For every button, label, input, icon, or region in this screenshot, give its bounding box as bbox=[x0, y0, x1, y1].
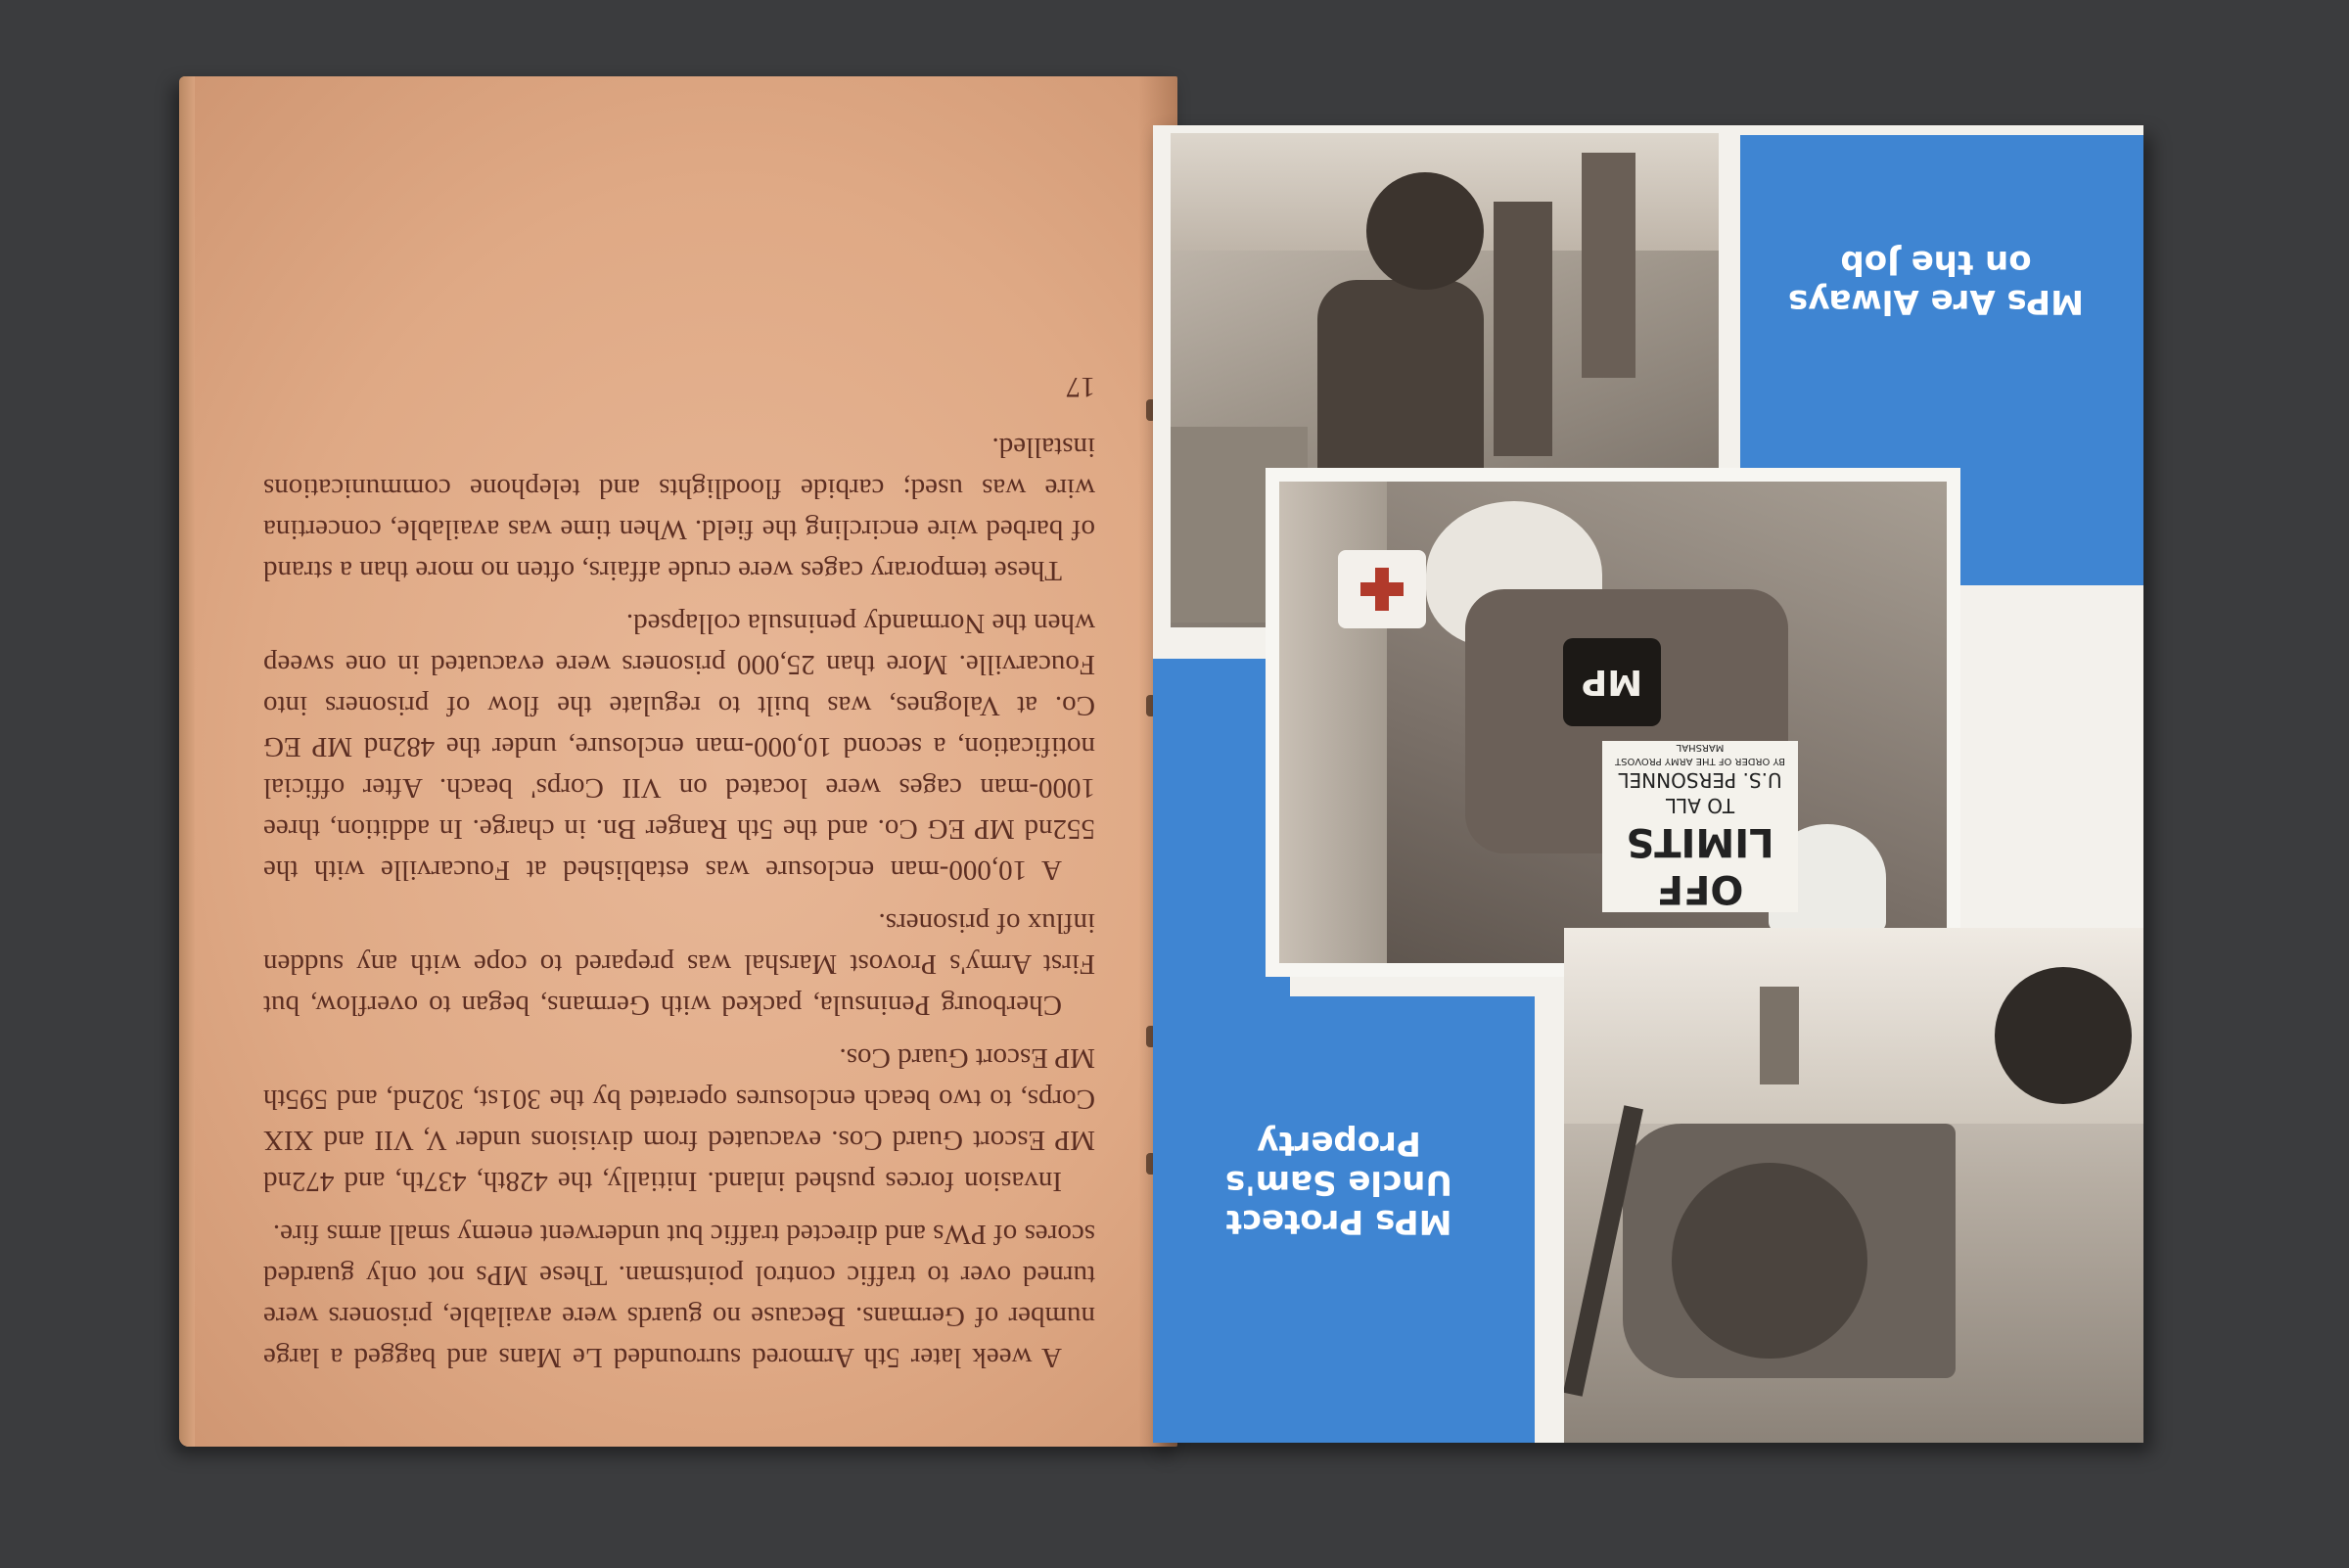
mp-armband: MP bbox=[1563, 638, 1661, 726]
photo-mp-off-limits bbox=[1266, 468, 1960, 977]
engine bbox=[1672, 1163, 1867, 1359]
body-text bbox=[263, 164, 1095, 1378]
paragraph: Invasion forces pushed inland. Initially, the 428th, 437th, and 472nd MP Escort Guard Cos. evacuated from divisions under V, VII and XIX Corps, to two beach enclosures operated by the 301st, 302nd, and 595th MP Escort Guard Cos. bbox=[263, 1042, 1095, 1197]
paragraph: A 10,000-man enclosure was established at Foucarville with the 552nd MP EG Co. and the 5th Ranger Bn. in charge. In addition, three 1000-man cages were located on VII Corps' beach. After official notification, a second 10,000-man enclosure, under the 482nd MP EG Co. at Valognes, was built to regulate the flow of prisoners into Foucarville. More than 25,000 prisoners were evacuated in one sweep when the Normandy peninsula collapsed. bbox=[263, 608, 1095, 886]
sign-line: TO ALL bbox=[1665, 794, 1735, 817]
left-page bbox=[179, 76, 1177, 1447]
off-limits-sign bbox=[1602, 741, 1798, 912]
page-number: 17 bbox=[1066, 371, 1095, 403]
paragraph: Cherbourg Peninsula, packed with Germans, began to overflow, but First Army's Provost Marshal was prepared to cope with any sudden influx of prisoners. bbox=[263, 907, 1095, 1021]
right-page bbox=[1153, 125, 2143, 1443]
paragraph: A week later 5th Armored surrounded Le Mans and bagged a large number of Germans. Because no guards were available, prisoners were turned over to traffic control pointsman. These MPs not only guarded scores of PWs and directed traffic but underwent enemy small arms fire. bbox=[263, 1219, 1095, 1373]
person-figure bbox=[1760, 987, 1799, 1084]
caption-bottom: MPs Protect Uncle Sam's Property bbox=[1224, 1124, 1453, 1241]
sign-title: OFF LIMITS bbox=[1626, 819, 1774, 911]
sign-line: BY ORDER OF THE ARMY PROVOST MARSHAL bbox=[1615, 742, 1785, 766]
photo-aircraft bbox=[1564, 928, 2143, 1443]
caption-top: MPs Are Always on the Job bbox=[1788, 243, 2084, 321]
page-edge bbox=[179, 76, 195, 1447]
sign-line: U.S. PERSONNEL bbox=[1618, 768, 1782, 792]
paragraph: These temporary cages were crude affairs, often no more than a strand of barbed wire encircling the field. When time was available, concertina wire was used; carbide floodlights and telephone communications installed. bbox=[263, 432, 1095, 586]
landing-wheel bbox=[1995, 967, 2132, 1104]
red-cross-armband bbox=[1338, 550, 1426, 628]
